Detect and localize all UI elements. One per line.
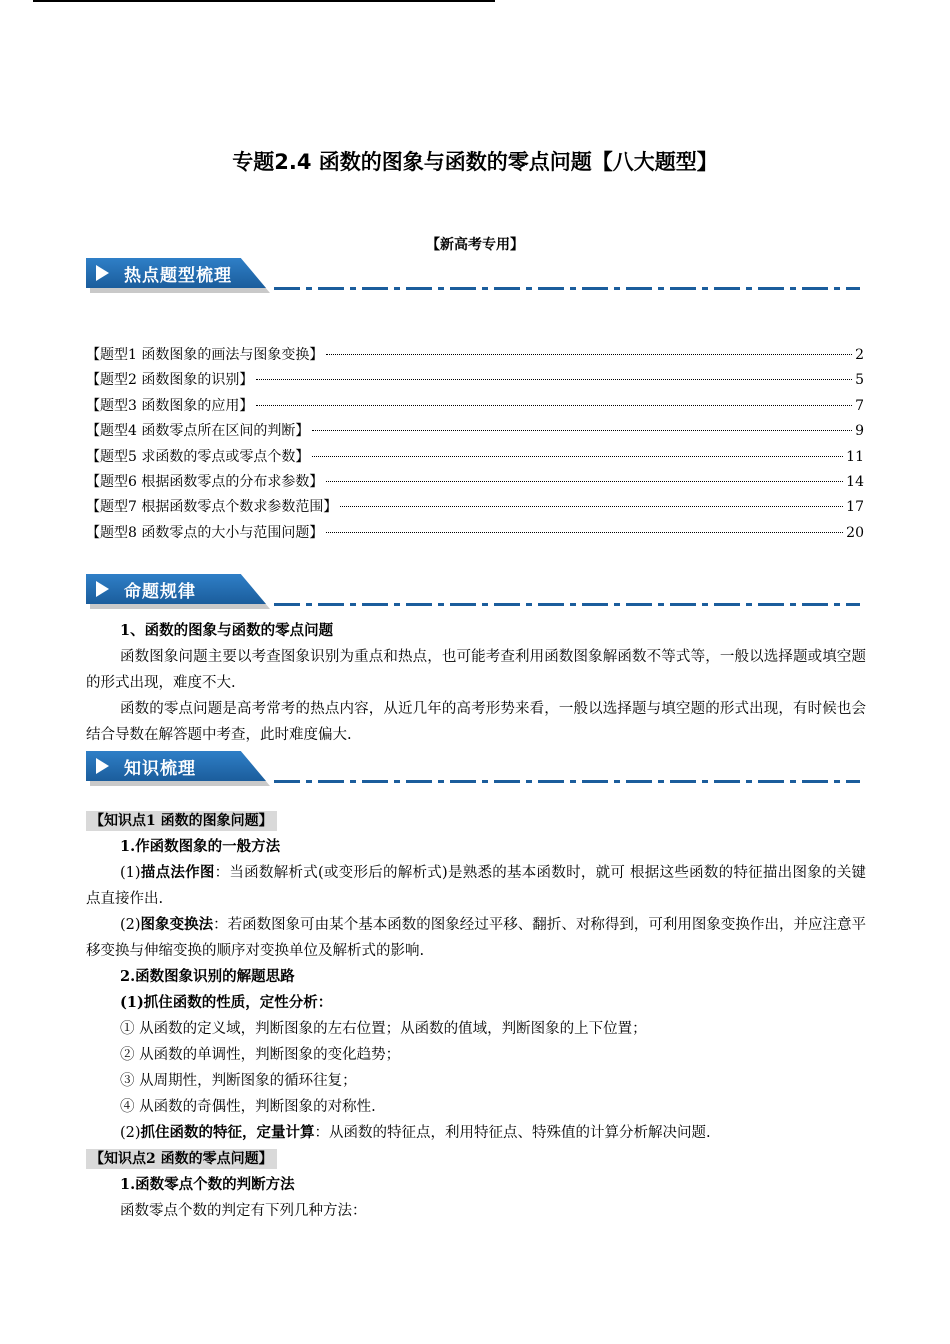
dashed-divider xyxy=(274,780,860,783)
banner-label: 热点题型梳理 xyxy=(124,266,232,286)
paragraph xyxy=(86,912,866,964)
rule-section xyxy=(86,618,866,748)
knowledge-point-tag: 【知识点1 函数的图象问题】 xyxy=(86,811,277,831)
toc-leader xyxy=(326,532,843,533)
toc-leader xyxy=(312,430,852,431)
toc-leader xyxy=(256,405,852,406)
toc-row[interactable] xyxy=(86,420,864,445)
subheading: 2.函数图象识别的解题思路 xyxy=(120,968,295,985)
list-item: ④ 从函数的奇偶性，判断图象的对称性. xyxy=(120,1099,376,1115)
toc-row[interactable] xyxy=(86,446,864,471)
toc-label: 【题型1 函数图象的画法与图象变换】 xyxy=(86,347,324,363)
toc-leader xyxy=(326,354,852,355)
banner-label: 知识梳理 xyxy=(124,759,196,779)
section-heading: 1、函数的图象与函数的零点问题 xyxy=(120,622,334,639)
toc-page: 2 xyxy=(855,347,864,363)
page-title: 专题2.4 函数的图象与函数的零点问题【八大题型】 xyxy=(232,150,718,174)
play-arrow-icon xyxy=(96,265,109,281)
header-rule xyxy=(33,0,495,2)
paragraph: 函数零点个数的判定有下列几种方法： xyxy=(120,1203,367,1219)
item-prefix: (2) xyxy=(120,917,141,933)
paragraph xyxy=(86,860,866,912)
paragraph-text: ：从函数的特征点，利用特征点、特殊值的计算分析解决问题. xyxy=(314,1125,711,1141)
toc-row[interactable] xyxy=(86,496,864,521)
subheading: 1.作函数图象的一般方法 xyxy=(120,838,281,855)
toc-label: 【题型7 根据函数零点个数求参数范围】 xyxy=(86,499,338,516)
knowledge-section xyxy=(86,808,866,1224)
toc-page: 7 xyxy=(855,397,864,414)
dashed-divider xyxy=(274,603,860,606)
paragraph-text: ：若函数图象可由某个基本函数的图象经过平移、翻折、对称得到，可利用图象变换作出，并应注意平移变换与伸缩变换的顺序对变换单位及解析式的影响. xyxy=(86,917,867,959)
dashed-divider xyxy=(274,287,860,290)
list-item: ② 从函数的单调性，判断图象的变化趋势； xyxy=(120,1047,401,1063)
toc-row[interactable] xyxy=(86,522,864,547)
toc-label: 【题型5 求函数的零点或零点个数】 xyxy=(86,448,310,465)
toc-row[interactable] xyxy=(86,344,864,369)
paragraph xyxy=(86,1120,866,1146)
knowledge-point-tag: 【知识点2 函数的零点问题】 xyxy=(86,1149,277,1169)
term: 抓住函数的特征，定量计算 xyxy=(140,1124,315,1141)
toc-leader xyxy=(312,456,843,457)
term: 图象变换法 xyxy=(140,916,214,933)
toc-row[interactable] xyxy=(86,471,864,496)
toc-page: 11 xyxy=(846,448,864,465)
toc-label: 【题型2 函数图象的识别】 xyxy=(86,372,254,389)
toc-leader xyxy=(256,379,852,380)
subheading: (1)抓住函数的性质，定性分析： xyxy=(120,994,333,1011)
banner-knowledge xyxy=(86,751,866,791)
toc-page: 20 xyxy=(846,524,864,541)
toc-row[interactable] xyxy=(86,369,864,394)
subheading: 1.函数零点个数的判断方法 xyxy=(120,1176,295,1193)
page-subtitle: 【新高考专用】 xyxy=(426,237,524,253)
play-arrow-icon xyxy=(96,758,109,774)
item-prefix: (1) xyxy=(120,865,141,881)
toc-leader xyxy=(340,506,843,507)
list-item: ① 从函数的定义域，判断图象的左右位置；从函数的值域，判断图象的上下位置； xyxy=(120,1021,647,1037)
table-of-contents xyxy=(86,344,864,547)
toc-label: 【题型6 根据函数零点的分布求参数】 xyxy=(86,473,324,490)
banner-label: 命题规律 xyxy=(124,582,196,602)
term: 描点法作图 xyxy=(140,864,215,881)
toc-label: 【题型4 函数零点所在区间的判断】 xyxy=(86,423,310,440)
toc-page: 14 xyxy=(846,473,864,490)
toc-page: 9 xyxy=(855,423,864,440)
toc-page: 5 xyxy=(855,372,864,389)
paragraph: 函数的零点问题是高考常考的热点内容，从近几年的高考形势来看，一般以选择题与填空题的形式出现，有时候也会结合导数在解答题中考查，此时难度偏大. xyxy=(86,701,866,743)
toc-page: 17 xyxy=(846,499,864,516)
item-prefix: (2) xyxy=(120,1125,141,1141)
toc-label: 【题型3 函数图象的应用】 xyxy=(86,397,254,414)
paragraph-text: ：当函数解析式(或变形后的解析式)是熟悉的基本函数时，就可 根据这些函数的特征描出图象的关键点直接作出. xyxy=(86,865,866,907)
banner-rules xyxy=(86,574,866,614)
toc-leader xyxy=(326,481,843,482)
toc-row[interactable] xyxy=(86,395,864,420)
toc-label: 【题型8 函数零点的大小与范围问题】 xyxy=(86,524,324,541)
paragraph: 函数图象问题主要以考查图象识别为重点和热点，也可能考查利用函数图象解函数不等式等，一般以选择题或填空题的形式出现，难度不大. xyxy=(86,649,866,691)
list-item: ③ 从周期性，判断图象的循环往复； xyxy=(120,1073,357,1089)
banner-hot-topics xyxy=(86,258,866,298)
play-arrow-icon xyxy=(96,581,109,597)
